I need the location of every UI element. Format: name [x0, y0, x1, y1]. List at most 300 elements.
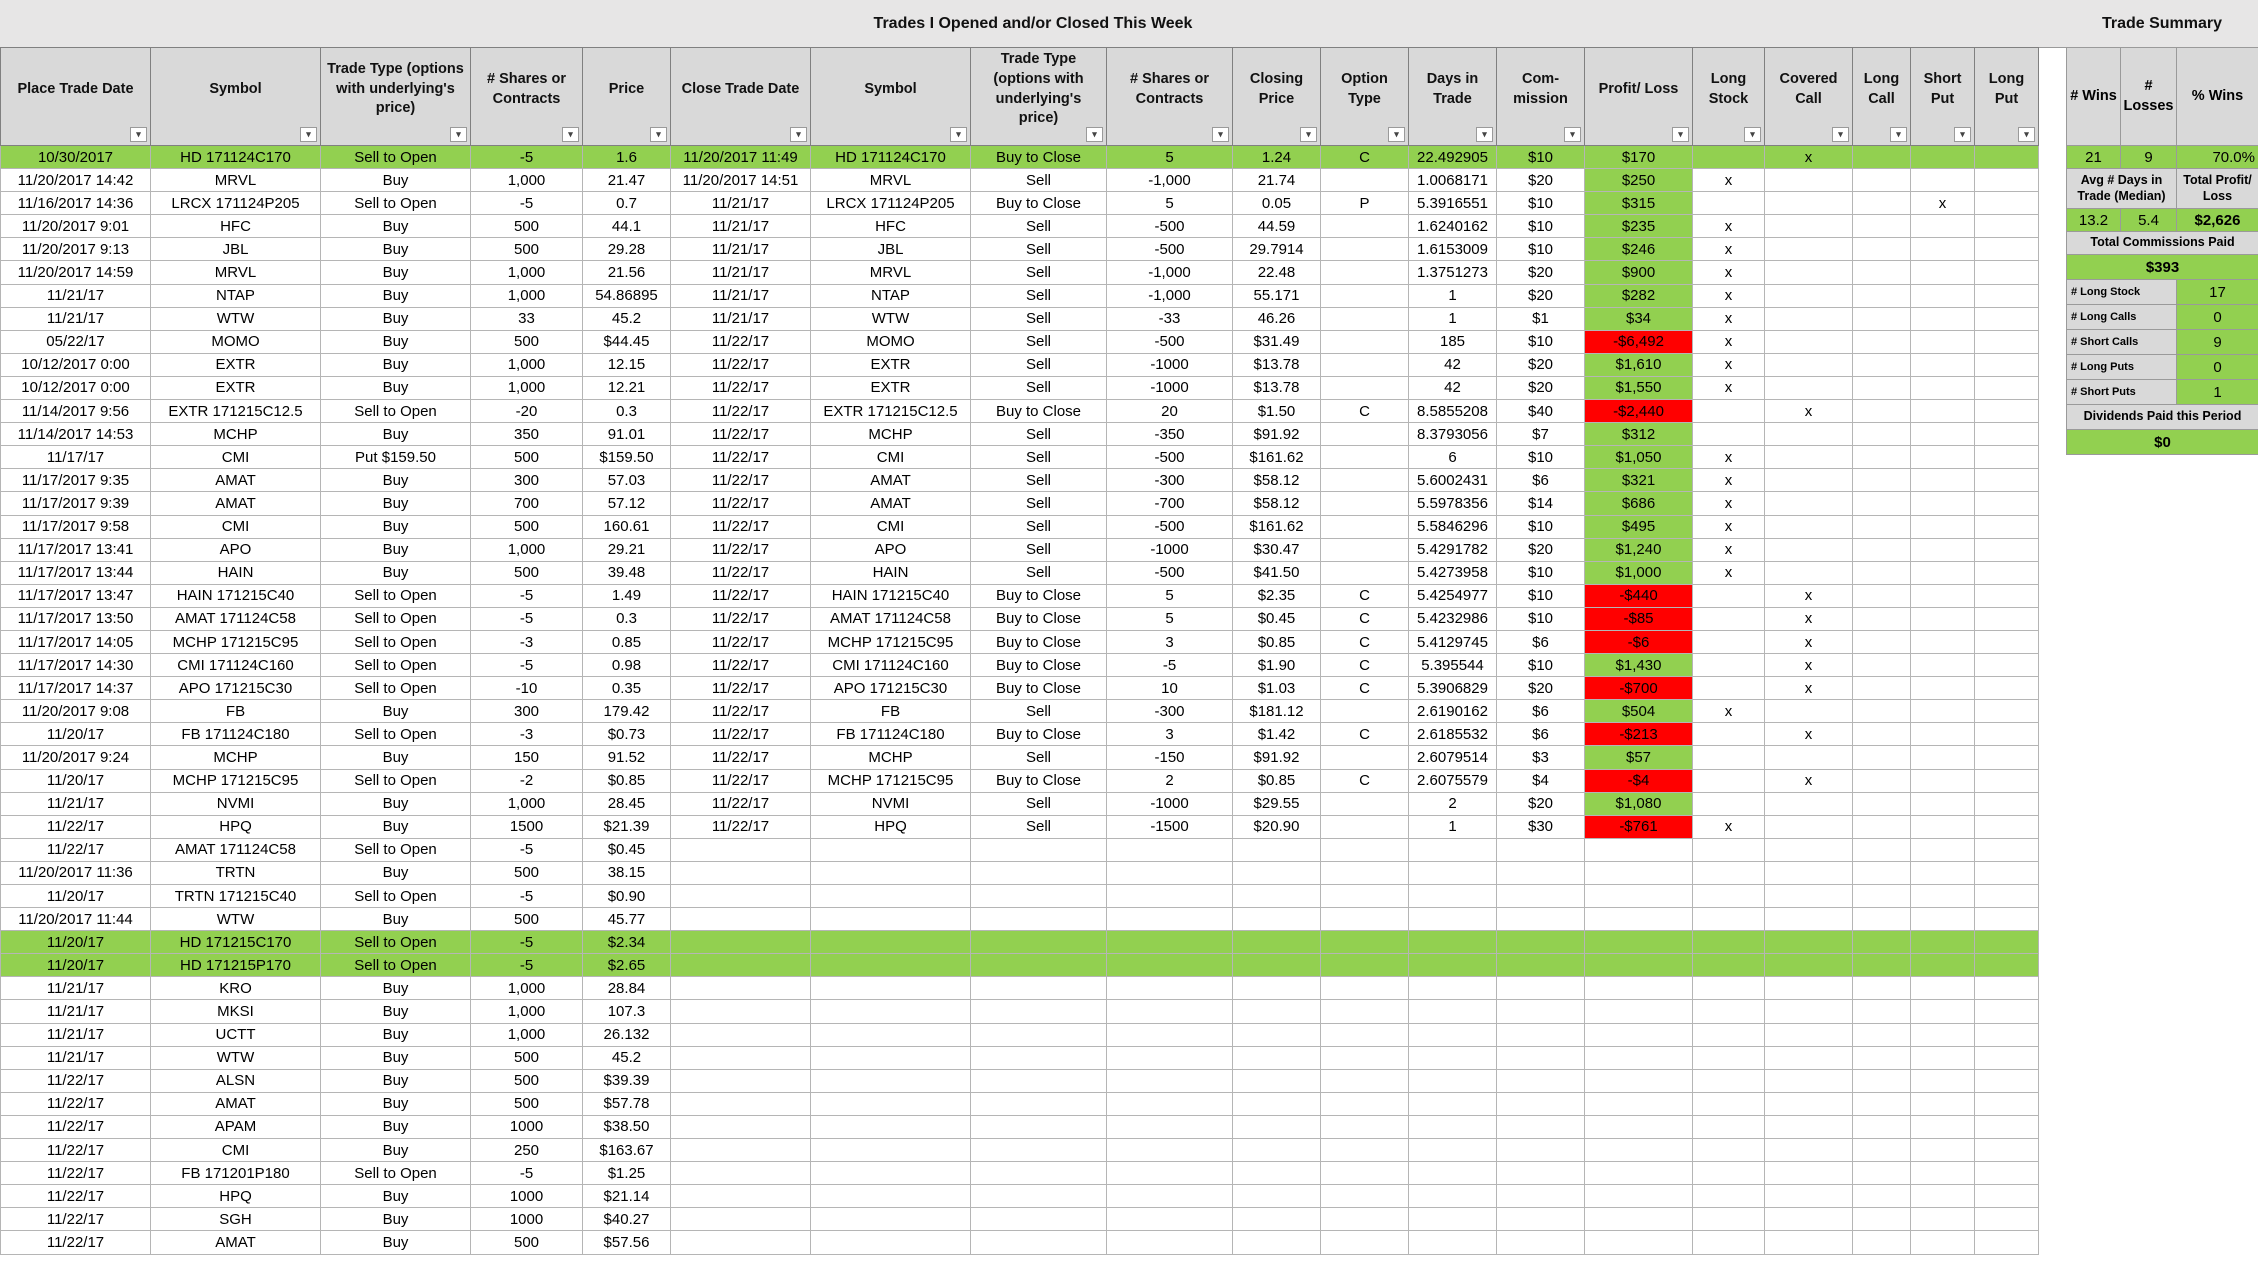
cell-closing-price[interactable]: $41.50 [1233, 561, 1321, 584]
cell-open-trade-type[interactable]: Buy [321, 353, 471, 376]
cell-open-trade-type[interactable]: Buy [321, 215, 471, 238]
cell-open-shares[interactable]: 1,000 [471, 538, 583, 561]
cell-close-symbol[interactable] [811, 1092, 971, 1115]
cell-close-trade-type[interactable]: Buy to Close [971, 769, 1107, 792]
cell-open-shares[interactable]: -3 [471, 723, 583, 746]
cell-closing-price[interactable]: $161.62 [1233, 515, 1321, 538]
cell-long-stock[interactable] [1693, 1185, 1765, 1208]
cell-long-call[interactable] [1853, 1162, 1911, 1185]
cell-long-call[interactable] [1853, 769, 1911, 792]
cell-close-symbol[interactable] [811, 1162, 971, 1185]
cell-long-put[interactable] [1975, 1162, 2039, 1185]
cell-open-price[interactable]: 29.21 [583, 538, 671, 561]
cell-open-symbol[interactable]: JBL [151, 238, 321, 261]
cell-closing-price[interactable]: $58.12 [1233, 469, 1321, 492]
cell-long-stock[interactable]: x [1693, 446, 1765, 469]
cell-place-trade-date[interactable]: 11/20/2017 9:08 [1, 700, 151, 723]
cell-open-shares[interactable]: -5 [471, 654, 583, 677]
cell-close-trade-date[interactable]: 11/22/17 [671, 469, 811, 492]
cell-close-shares[interactable] [1107, 1208, 1233, 1231]
cell-open-shares[interactable]: 500 [471, 1046, 583, 1069]
cell-short-put[interactable] [1911, 284, 1975, 307]
cell-short-put[interactable] [1911, 931, 1975, 954]
cell-close-trade-type[interactable]: Sell [971, 353, 1107, 376]
cell-open-trade-type[interactable]: Buy [321, 238, 471, 261]
cell-open-shares[interactable]: 500 [471, 515, 583, 538]
cell-long-stock[interactable] [1693, 1069, 1765, 1092]
cell-open-shares[interactable]: 500 [471, 861, 583, 884]
cell-long-call[interactable] [1853, 423, 1911, 446]
cell-close-trade-date[interactable]: 11/22/17 [671, 723, 811, 746]
cell-open-symbol[interactable]: AMAT [151, 469, 321, 492]
cell-place-trade-date[interactable]: 11/20/17 [1, 931, 151, 954]
cell-place-trade-date[interactable]: 11/22/17 [1, 1208, 151, 1231]
cell-commission[interactable]: $20 [1497, 284, 1585, 307]
cell-close-trade-date[interactable]: 11/22/17 [671, 584, 811, 607]
filter-dropdown-icon[interactable]: ▾ [1954, 127, 1971, 142]
cell-open-shares[interactable]: 1,000 [471, 376, 583, 399]
cell-covered-call[interactable] [1765, 492, 1853, 515]
cell-open-symbol[interactable]: HFC [151, 215, 321, 238]
cell-days-in-trade[interactable] [1409, 931, 1497, 954]
cell-open-shares[interactable]: 33 [471, 307, 583, 330]
cell-close-trade-date[interactable]: 11/22/17 [671, 746, 811, 769]
cell-place-trade-date[interactable]: 11/22/17 [1, 1185, 151, 1208]
cell-long-stock[interactable]: x [1693, 353, 1765, 376]
cell-long-put[interactable] [1975, 584, 2039, 607]
cell-open-symbol[interactable]: WTW [151, 908, 321, 931]
cell-place-trade-date[interactable]: 11/20/2017 9:24 [1, 746, 151, 769]
cell-open-price[interactable]: 107.3 [583, 1000, 671, 1023]
cell-close-symbol[interactable]: LRCX 171124P205 [811, 192, 971, 215]
cell-commission[interactable]: $6 [1497, 700, 1585, 723]
cell-option-type[interactable] [1321, 1162, 1409, 1185]
cell-long-put[interactable] [1975, 607, 2039, 630]
cell-open-shares[interactable]: 500 [471, 561, 583, 584]
cell-covered-call[interactable] [1765, 1046, 1853, 1069]
cell-closing-price[interactable]: $91.92 [1233, 746, 1321, 769]
cell-place-trade-date[interactable]: 11/21/17 [1, 1023, 151, 1046]
cell-open-trade-type[interactable]: Buy [321, 746, 471, 769]
cell-closing-price[interactable] [1233, 885, 1321, 908]
cell-closing-price[interactable]: $91.92 [1233, 423, 1321, 446]
cell-close-symbol[interactable]: HAIN [811, 561, 971, 584]
cell-close-trade-date[interactable] [671, 1208, 811, 1231]
cell-closing-price[interactable]: $181.12 [1233, 700, 1321, 723]
cell-close-shares[interactable] [1107, 1139, 1233, 1162]
cell-profit-loss[interactable]: $1,430 [1585, 654, 1693, 677]
cell-option-type[interactable] [1321, 931, 1409, 954]
cell-open-trade-type[interactable]: Buy [321, 1139, 471, 1162]
cell-open-shares[interactable]: -3 [471, 630, 583, 653]
cell-long-call[interactable] [1853, 723, 1911, 746]
cell-open-symbol[interactable]: FB [151, 700, 321, 723]
cell-closing-price[interactable] [1233, 1092, 1321, 1115]
cell-commission[interactable]: $3 [1497, 746, 1585, 769]
cell-commission[interactable] [1497, 977, 1585, 1000]
cell-place-trade-date[interactable]: 11/17/2017 9:35 [1, 469, 151, 492]
cell-short-put[interactable] [1911, 815, 1975, 838]
cell-short-put[interactable] [1911, 238, 1975, 261]
cell-close-trade-date[interactable] [671, 1069, 811, 1092]
cell-open-price[interactable]: 39.48 [583, 561, 671, 584]
cell-close-trade-type[interactable]: Buy to Close [971, 654, 1107, 677]
cell-long-put[interactable] [1975, 815, 2039, 838]
cell-covered-call[interactable]: x [1765, 654, 1853, 677]
cell-long-call[interactable] [1853, 954, 1911, 977]
cell-long-put[interactable] [1975, 492, 2039, 515]
cell-close-symbol[interactable]: MCHP 171215C95 [811, 630, 971, 653]
cell-long-stock[interactable] [1693, 1023, 1765, 1046]
cell-place-trade-date[interactable]: 11/20/2017 9:01 [1, 215, 151, 238]
cell-commission[interactable] [1497, 861, 1585, 884]
cell-commission[interactable]: $10 [1497, 607, 1585, 630]
cell-option-type[interactable] [1321, 215, 1409, 238]
cell-close-shares[interactable] [1107, 977, 1233, 1000]
cell-place-trade-date[interactable]: 11/22/17 [1, 1162, 151, 1185]
header-close-symbol[interactable] [811, 48, 971, 146]
cell-close-symbol[interactable]: AMAT [811, 469, 971, 492]
cell-days-in-trade[interactable]: 2.6190162 [1409, 700, 1497, 723]
header-covered-call[interactable] [1765, 48, 1853, 146]
cell-short-put[interactable] [1911, 654, 1975, 677]
cell-days-in-trade[interactable]: 22.492905 [1409, 146, 1497, 169]
cell-covered-call[interactable]: x [1765, 607, 1853, 630]
cell-close-shares[interactable]: -500 [1107, 561, 1233, 584]
cell-place-trade-date[interactable]: 11/17/2017 13:50 [1, 607, 151, 630]
cell-covered-call[interactable] [1765, 908, 1853, 931]
cell-profit-loss[interactable]: -$85 [1585, 607, 1693, 630]
filter-dropdown-icon[interactable]: ▾ [1300, 127, 1317, 142]
cell-closing-price[interactable]: $30.47 [1233, 538, 1321, 561]
cell-long-stock[interactable] [1693, 192, 1765, 215]
cell-covered-call[interactable] [1765, 815, 1853, 838]
cell-closing-price[interactable]: $31.49 [1233, 330, 1321, 353]
cell-long-call[interactable] [1853, 469, 1911, 492]
cell-option-type[interactable] [1321, 238, 1409, 261]
cell-commission[interactable] [1497, 908, 1585, 931]
cell-long-call[interactable] [1853, 1069, 1911, 1092]
cell-close-trade-type[interactable] [971, 1139, 1107, 1162]
cell-commission[interactable]: $20 [1497, 261, 1585, 284]
cell-place-trade-date[interactable]: 11/22/17 [1, 815, 151, 838]
cell-option-type[interactable]: C [1321, 677, 1409, 700]
cell-days-in-trade[interactable]: 5.6002431 [1409, 469, 1497, 492]
cell-close-trade-type[interactable]: Sell [971, 307, 1107, 330]
cell-profit-loss[interactable] [1585, 1092, 1693, 1115]
cell-short-put[interactable] [1911, 1208, 1975, 1231]
cell-commission[interactable]: $10 [1497, 515, 1585, 538]
cell-long-put[interactable] [1975, 861, 2039, 884]
cell-place-trade-date[interactable]: 11/21/17 [1, 977, 151, 1000]
cell-place-trade-date[interactable]: 11/17/2017 9:58 [1, 515, 151, 538]
cell-open-trade-type[interactable]: Put $159.50 [321, 446, 471, 469]
cell-option-type[interactable] [1321, 861, 1409, 884]
cell-close-shares[interactable]: 5 [1107, 607, 1233, 630]
cell-days-in-trade[interactable]: 5.4273958 [1409, 561, 1497, 584]
cell-close-symbol[interactable]: HD 171124C170 [811, 146, 971, 169]
cell-close-trade-type[interactable]: Buy to Close [971, 677, 1107, 700]
cell-open-price[interactable]: 45.2 [583, 307, 671, 330]
cell-close-trade-type[interactable]: Sell [971, 515, 1107, 538]
cell-open-price[interactable]: 26.132 [583, 1023, 671, 1046]
cell-long-stock[interactable] [1693, 423, 1765, 446]
cell-close-shares[interactable] [1107, 1185, 1233, 1208]
cell-close-shares[interactable]: 5 [1107, 192, 1233, 215]
header-open-shares[interactable] [471, 48, 583, 146]
cell-short-put[interactable] [1911, 1231, 1975, 1254]
cell-profit-loss[interactable]: $1,550 [1585, 376, 1693, 399]
cell-long-stock[interactable]: x [1693, 307, 1765, 330]
cell-open-symbol[interactable]: EXTR 171215C12.5 [151, 400, 321, 423]
cell-option-type[interactable] [1321, 1185, 1409, 1208]
cell-close-trade-type[interactable]: Buy to Close [971, 400, 1107, 423]
cell-option-type[interactable] [1321, 815, 1409, 838]
cell-commission[interactable]: $6 [1497, 723, 1585, 746]
cell-close-trade-type[interactable] [971, 908, 1107, 931]
cell-close-symbol[interactable] [811, 1023, 971, 1046]
cell-closing-price[interactable]: $29.55 [1233, 792, 1321, 815]
cell-close-trade-date[interactable] [671, 1162, 811, 1185]
cell-profit-loss[interactable]: $900 [1585, 261, 1693, 284]
cell-close-trade-date[interactable] [671, 838, 811, 861]
filter-dropdown-icon[interactable]: ▾ [1832, 127, 1849, 142]
cell-covered-call[interactable]: x [1765, 146, 1853, 169]
cell-close-trade-date[interactable]: 11/21/17 [671, 261, 811, 284]
cell-short-put[interactable] [1911, 1139, 1975, 1162]
cell-open-trade-type[interactable]: Sell to Open [321, 607, 471, 630]
cell-close-shares[interactable]: -1,000 [1107, 169, 1233, 192]
cell-profit-loss[interactable] [1585, 885, 1693, 908]
cell-open-price[interactable]: 91.01 [583, 423, 671, 446]
cell-open-symbol[interactable]: CMI [151, 446, 321, 469]
cell-close-trade-type[interactable] [971, 1231, 1107, 1254]
cell-close-shares[interactable]: -1000 [1107, 538, 1233, 561]
cell-days-in-trade[interactable]: 1.6153009 [1409, 238, 1497, 261]
cell-long-stock[interactable]: x [1693, 815, 1765, 838]
cell-profit-loss[interactable] [1585, 1231, 1693, 1254]
cell-open-shares[interactable]: -5 [471, 954, 583, 977]
cell-option-type[interactable] [1321, 376, 1409, 399]
cell-covered-call[interactable] [1765, 1231, 1853, 1254]
cell-open-shares[interactable]: -5 [471, 584, 583, 607]
cell-long-stock[interactable] [1693, 146, 1765, 169]
cell-closing-price[interactable]: $13.78 [1233, 376, 1321, 399]
cell-days-in-trade[interactable]: 5.5846296 [1409, 515, 1497, 538]
cell-open-trade-type[interactable]: Buy [321, 1208, 471, 1231]
cell-commission[interactable]: $7 [1497, 423, 1585, 446]
cell-days-in-trade[interactable] [1409, 977, 1497, 1000]
cell-commission[interactable]: $4 [1497, 769, 1585, 792]
cell-option-type[interactable]: C [1321, 630, 1409, 653]
cell-long-stock[interactable] [1693, 1162, 1765, 1185]
cell-close-shares[interactable]: -150 [1107, 746, 1233, 769]
cell-profit-loss[interactable]: $250 [1585, 169, 1693, 192]
cell-place-trade-date[interactable]: 11/17/2017 9:39 [1, 492, 151, 515]
cell-close-symbol[interactable]: MRVL [811, 261, 971, 284]
cell-option-type[interactable] [1321, 746, 1409, 769]
cell-close-trade-date[interactable]: 11/22/17 [671, 654, 811, 677]
cell-long-put[interactable] [1975, 1139, 2039, 1162]
cell-close-trade-date[interactable] [671, 1000, 811, 1023]
cell-close-shares[interactable]: -33 [1107, 307, 1233, 330]
cell-close-symbol[interactable]: NTAP [811, 284, 971, 307]
cell-place-trade-date[interactable]: 11/20/17 [1, 885, 151, 908]
cell-open-shares[interactable]: 250 [471, 1139, 583, 1162]
cell-open-symbol[interactable]: MCHP 171215C95 [151, 630, 321, 653]
cell-long-call[interactable] [1853, 677, 1911, 700]
cell-covered-call[interactable] [1765, 954, 1853, 977]
cell-open-shares[interactable]: 1500 [471, 815, 583, 838]
cell-open-symbol[interactable]: HAIN 171215C40 [151, 584, 321, 607]
cell-covered-call[interactable] [1765, 330, 1853, 353]
cell-open-symbol[interactable]: EXTR [151, 353, 321, 376]
cell-open-symbol[interactable]: EXTR [151, 376, 321, 399]
cell-close-trade-date[interactable] [671, 1139, 811, 1162]
cell-option-type[interactable] [1321, 330, 1409, 353]
cell-close-symbol[interactable]: MRVL [811, 169, 971, 192]
cell-close-trade-date[interactable]: 11/22/17 [671, 423, 811, 446]
cell-long-call[interactable] [1853, 1208, 1911, 1231]
cell-profit-loss[interactable]: -$2,440 [1585, 400, 1693, 423]
cell-long-stock[interactable] [1693, 723, 1765, 746]
cell-long-call[interactable] [1853, 861, 1911, 884]
cell-long-put[interactable] [1975, 400, 2039, 423]
cell-close-shares[interactable] [1107, 1000, 1233, 1023]
cell-covered-call[interactable] [1765, 423, 1853, 446]
cell-option-type[interactable] [1321, 353, 1409, 376]
cell-close-trade-date[interactable]: 11/22/17 [671, 630, 811, 653]
cell-covered-call[interactable]: x [1765, 584, 1853, 607]
cell-days-in-trade[interactable]: 5.4254977 [1409, 584, 1497, 607]
cell-long-stock[interactable]: x [1693, 238, 1765, 261]
cell-days-in-trade[interactable] [1409, 1046, 1497, 1069]
cell-close-symbol[interactable] [811, 931, 971, 954]
cell-closing-price[interactable]: 1.24 [1233, 146, 1321, 169]
cell-place-trade-date[interactable]: 11/22/17 [1, 1115, 151, 1138]
cell-place-trade-date[interactable]: 11/17/2017 13:47 [1, 584, 151, 607]
cell-close-trade-type[interactable] [971, 931, 1107, 954]
cell-close-trade-date[interactable]: 11/22/17 [671, 492, 811, 515]
cell-days-in-trade[interactable]: 1.0068171 [1409, 169, 1497, 192]
cell-long-stock[interactable]: x [1693, 492, 1765, 515]
cell-close-shares[interactable]: -500 [1107, 238, 1233, 261]
header-close-trade-date[interactable] [671, 48, 811, 146]
cell-open-symbol[interactable]: LRCX 171124P205 [151, 192, 321, 215]
cell-commission[interactable] [1497, 1092, 1585, 1115]
cell-commission[interactable]: $6 [1497, 630, 1585, 653]
cell-long-stock[interactable]: x [1693, 284, 1765, 307]
cell-open-trade-type[interactable]: Buy [321, 1069, 471, 1092]
cell-days-in-trade[interactable] [1409, 1208, 1497, 1231]
cell-close-symbol[interactable]: MCHP [811, 423, 971, 446]
cell-closing-price[interactable]: 46.26 [1233, 307, 1321, 330]
cell-covered-call[interactable] [1765, 561, 1853, 584]
cell-close-trade-date[interactable]: 11/20/2017 11:49 [671, 146, 811, 169]
cell-close-shares[interactable]: 5 [1107, 146, 1233, 169]
cell-close-symbol[interactable] [811, 1046, 971, 1069]
cell-close-trade-type[interactable] [971, 954, 1107, 977]
cell-commission[interactable]: $10 [1497, 654, 1585, 677]
cell-short-put[interactable] [1911, 330, 1975, 353]
cell-covered-call[interactable] [1765, 700, 1853, 723]
cell-short-put[interactable] [1911, 769, 1975, 792]
cell-long-call[interactable] [1853, 238, 1911, 261]
cell-close-symbol[interactable]: HFC [811, 215, 971, 238]
cell-long-put[interactable] [1975, 769, 2039, 792]
cell-close-trade-type[interactable] [971, 885, 1107, 908]
cell-long-call[interactable] [1853, 607, 1911, 630]
cell-close-shares[interactable]: -1500 [1107, 815, 1233, 838]
cell-close-trade-type[interactable]: Sell [971, 261, 1107, 284]
cell-commission[interactable] [1497, 1046, 1585, 1069]
cell-close-symbol[interactable]: HAIN 171215C40 [811, 584, 971, 607]
cell-covered-call[interactable] [1765, 169, 1853, 192]
cell-long-call[interactable] [1853, 146, 1911, 169]
cell-days-in-trade[interactable] [1409, 1162, 1497, 1185]
cell-covered-call[interactable]: x [1765, 630, 1853, 653]
cell-long-put[interactable] [1975, 1069, 2039, 1092]
cell-open-price[interactable]: $159.50 [583, 446, 671, 469]
cell-close-shares[interactable] [1107, 1092, 1233, 1115]
cell-open-price[interactable]: $21.14 [583, 1185, 671, 1208]
cell-close-shares[interactable] [1107, 1231, 1233, 1254]
cell-open-shares[interactable]: -2 [471, 769, 583, 792]
cell-short-put[interactable] [1911, 1092, 1975, 1115]
cell-close-trade-type[interactable] [971, 1185, 1107, 1208]
cell-short-put[interactable] [1911, 261, 1975, 284]
cell-long-put[interactable] [1975, 954, 2039, 977]
cell-profit-loss[interactable] [1585, 1162, 1693, 1185]
cell-close-symbol[interactable] [811, 1139, 971, 1162]
cell-close-symbol[interactable]: CMI [811, 515, 971, 538]
cell-close-symbol[interactable] [811, 908, 971, 931]
cell-days-in-trade[interactable] [1409, 1231, 1497, 1254]
cell-long-call[interactable] [1853, 977, 1911, 1000]
cell-short-put[interactable] [1911, 584, 1975, 607]
cell-profit-loss[interactable]: -$700 [1585, 677, 1693, 700]
cell-closing-price[interactable]: 44.59 [1233, 215, 1321, 238]
cell-closing-price[interactable] [1233, 1069, 1321, 1092]
cell-close-trade-type[interactable]: Buy to Close [971, 607, 1107, 630]
cell-close-trade-type[interactable]: Sell [971, 700, 1107, 723]
cell-profit-loss[interactable]: $312 [1585, 423, 1693, 446]
cell-long-put[interactable] [1975, 215, 2039, 238]
cell-closing-price[interactable] [1233, 1185, 1321, 1208]
cell-open-symbol[interactable]: TRTN 171215C40 [151, 885, 321, 908]
cell-close-symbol[interactable]: JBL [811, 238, 971, 261]
cell-place-trade-date[interactable]: 11/17/2017 14:05 [1, 630, 151, 653]
cell-long-call[interactable] [1853, 931, 1911, 954]
cell-commission[interactable]: $6 [1497, 469, 1585, 492]
cell-long-call[interactable] [1853, 1000, 1911, 1023]
cell-close-shares[interactable] [1107, 861, 1233, 884]
cell-option-type[interactable] [1321, 885, 1409, 908]
cell-long-stock[interactable]: x [1693, 169, 1765, 192]
cell-open-shares[interactable]: 300 [471, 469, 583, 492]
cell-profit-loss[interactable]: $504 [1585, 700, 1693, 723]
cell-close-shares[interactable]: -1000 [1107, 792, 1233, 815]
cell-open-price[interactable]: 28.84 [583, 977, 671, 1000]
cell-covered-call[interactable] [1765, 838, 1853, 861]
cell-close-shares[interactable]: -500 [1107, 215, 1233, 238]
cell-profit-loss[interactable]: $1,000 [1585, 561, 1693, 584]
cell-open-shares[interactable]: 700 [471, 492, 583, 515]
header-open-price[interactable] [583, 48, 671, 146]
cell-long-call[interactable] [1853, 515, 1911, 538]
cell-commission[interactable]: $10 [1497, 238, 1585, 261]
cell-place-trade-date[interactable]: 11/16/2017 14:36 [1, 192, 151, 215]
